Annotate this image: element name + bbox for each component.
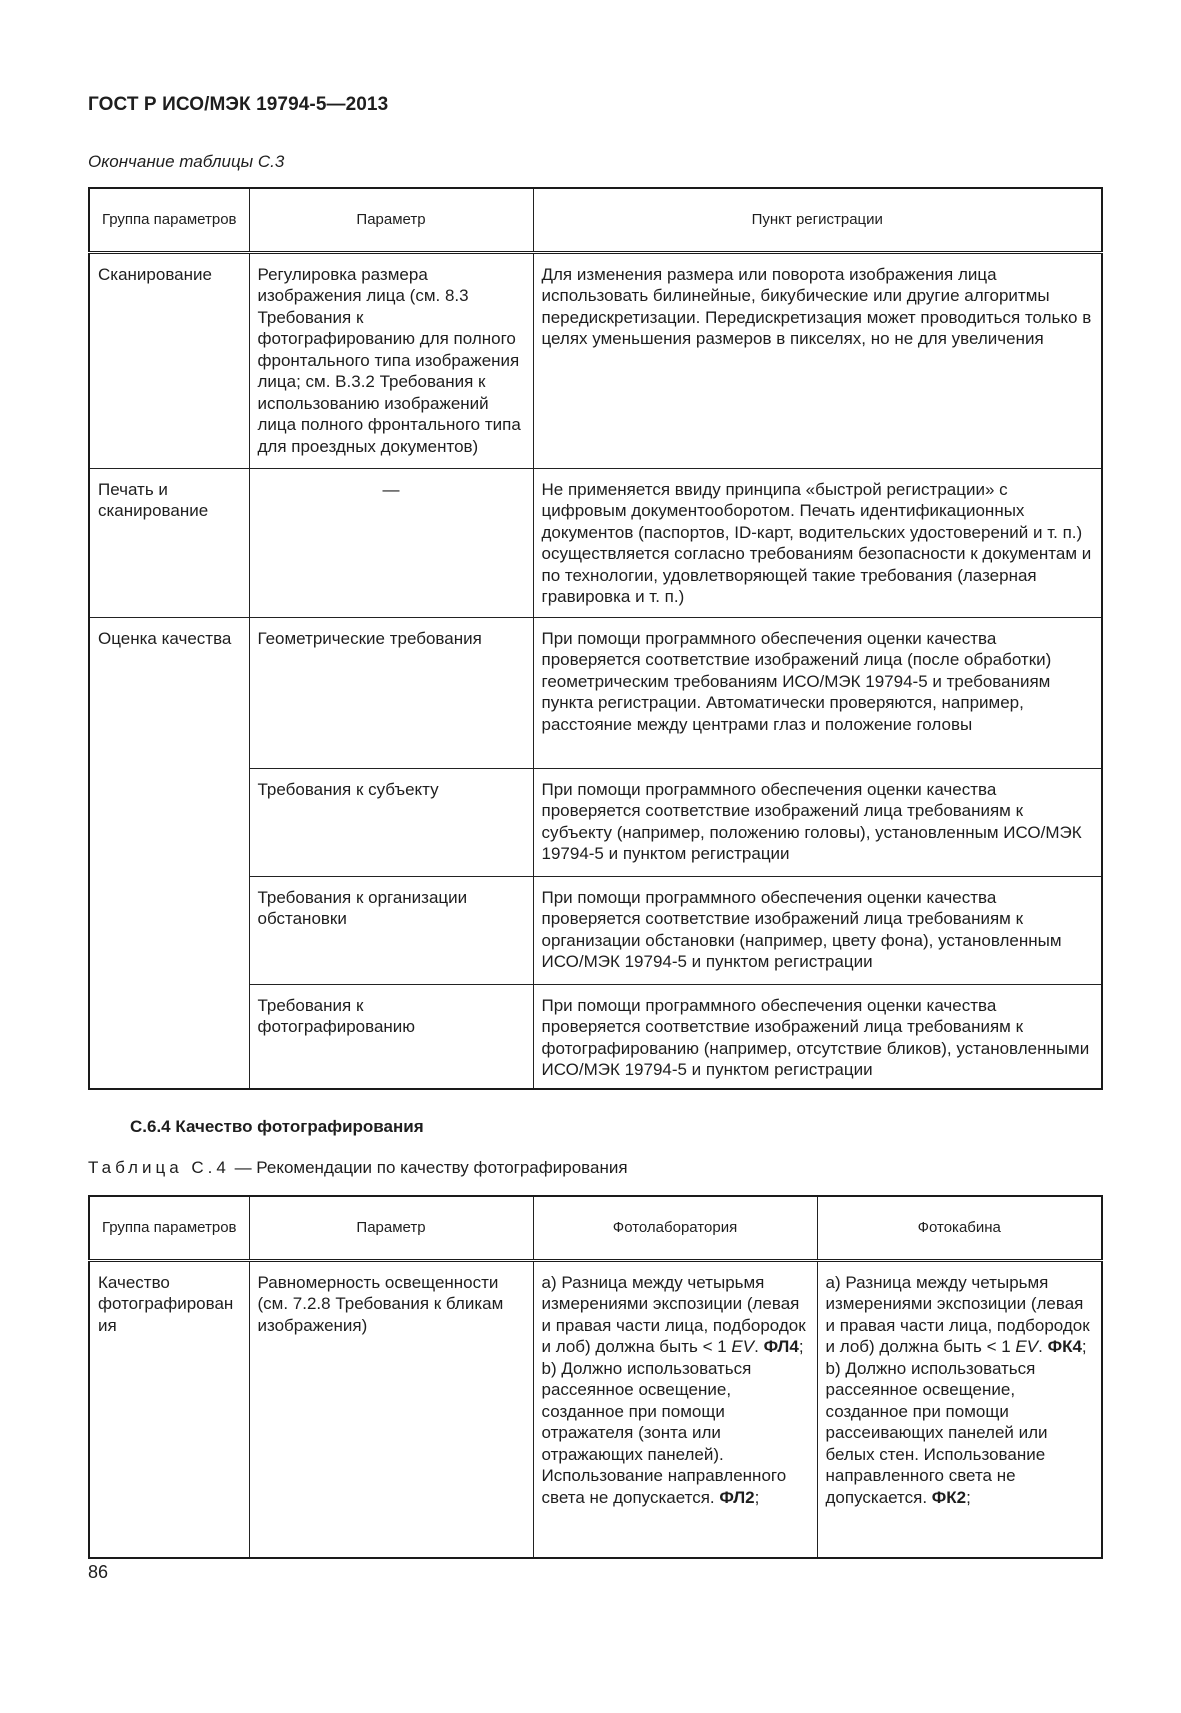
cell-param: Требования к фотографированию — [249, 984, 533, 1089]
section-heading: С.6.4 Качество фотографирования — [130, 1117, 424, 1136]
cell-param: Требования к организации обстановки — [249, 876, 533, 984]
table-c3 — [88, 187, 1103, 1090]
cell-point: Для изменения размера или поворота изображения лица использовать билинейные, бикубические или другие алгоритмы передискретизации. Передискретизация может проводиться только в целях уменьшения размеров в пикселях, но не для увеличения — [533, 252, 1102, 468]
cell-group: Сканирование — [89, 252, 249, 468]
cell-point: При помощи программного обеспечения оценки качества проверяется соответствие изображений лица требованиям к фотографированию (например, отсутствие бликов), установленными ИСО/МЭК 19794-5 и пунктом регистрации — [533, 984, 1102, 1089]
table-c4-caption — [88, 1158, 628, 1178]
cell-point: При помощи программного обеспечения оценки качества проверяется соответствие изображений лица требованиям к организации обстановки (например, цвету фона), установленным ИСО/МЭК 19794-5 и пунктом регистрации — [533, 876, 1102, 984]
cell-group: Качество фотографирования — [89, 1260, 249, 1558]
cell-group: Печать и сканирование — [89, 468, 249, 617]
lab-item-b: b) Должно использоваться рассеянное освещение, созданное при помощи отражателя (зонта или отражающих панелей). Использование направленного света не допускается. ФЛ2; — [541, 1358, 787, 1507]
table-c4-caption-label: Таблица С.4 — [88, 1158, 230, 1177]
booth-a-text: a) Разница между четырьмя измерениями экспозиции (левая и правая части лица, подбородок и лоб) должна быть < 1 — [825, 1272, 1090, 1356]
page-number: 86 — [88, 1562, 109, 1582]
cell-point: Не применяется ввиду принципа «быстрой регистрации» с цифровым документооборотом. Печать идентификационных документов (паспортов, ID-карт, водительских удостоверений и т. п.) осуществляется согласно требованиям безопасности к документам и по технологии, удовлетворяющей такие требования (лазерная гравировка и т. п.) — [533, 468, 1102, 617]
booth-b-code: ФК2 — [931, 1487, 967, 1507]
booth-a-code: ФК4 — [1047, 1337, 1082, 1356]
booth-a-unit: EV — [1015, 1337, 1039, 1356]
cell-param: Равномерность освещенности (см. 7.2.8 Требования к бликам изображения) — [249, 1260, 533, 1558]
lab-b-text: b) Должно использоваться рассеянное освещение, созданное при помощи отражателя (зонта или отражающих панелей). Использование направленного света не допускается. — [541, 1358, 787, 1507]
cell-param: — — [249, 468, 533, 617]
lab-a-code: ФЛ4 — [763, 1337, 799, 1356]
table-c3-caption: Окончание таблицы С.3 — [88, 152, 285, 171]
lab-a-unit: EV — [731, 1337, 755, 1356]
table-header-row — [89, 1196, 1102, 1260]
booth-item-a: a) Разница между четырьмя измерениями экспозиции (левая и правая части лица, подбородок и лоб) должна быть < 1 EV. ФК4; — [825, 1272, 1090, 1356]
lab-b-code: ФЛ2 — [719, 1487, 755, 1507]
document-title: ГОСТ Р ИСО/МЭК 19794-5—2013 — [88, 94, 389, 115]
table-row — [89, 252, 1102, 468]
header-point: Пункт регистрации — [533, 188, 1102, 252]
header-param: Параметр — [249, 1196, 533, 1260]
header-lab: Фотолаборатория — [533, 1196, 817, 1260]
lab-a-text: a) Разница между четырьмя измерениями экспозиции (левая и правая части лица, подбородок и лоб) должна быть < 1 — [541, 1272, 806, 1356]
cell-point: При помощи программного обеспечения оценки качества проверяется соответствие изображений лица требованиям к субъекту (например, положению головы), установленным ИСО/МЭК 19794-5 и пунктом регистрации — [533, 768, 1102, 876]
cell-booth — [817, 1260, 1102, 1558]
table-c4 — [88, 1195, 1103, 1559]
lab-item-a: a) Разница между четырьмя измерениями экспозиции (левая и правая части лица, подбородок и лоб) должна быть < 1 EV. ФЛ4; — [541, 1272, 806, 1356]
table-row — [89, 1260, 1102, 1558]
table-c4-caption-text: — Рекомендации по качеству фотографирования — [229, 1158, 628, 1177]
cell-group: Оценка качества — [89, 617, 249, 1089]
booth-item-b: b) Должно использоваться рассеянное освещение, созданное при помощи рассеивающих панелей или белых стен. Использование направленного света не допускается. ФК2; — [825, 1358, 1048, 1507]
cell-param: Геометрические требования — [249, 617, 533, 768]
cell-point: При помощи программного обеспечения оценки качества проверяется соответствие изображений лица (после обработки) геометрическим требованиям ИСО/МЭК 19794-5 и требованиям пункта регистрации. Автоматически проверяются, например, расстояние между центрами глаз и положение головы — [533, 617, 1102, 768]
header-group: Группа параметров — [89, 188, 249, 252]
cell-lab — [533, 1260, 817, 1558]
cell-param: Требования к субъекту — [249, 768, 533, 876]
table-row — [89, 468, 1102, 617]
header-group: Группа параметров — [89, 1196, 249, 1260]
cell-param: Регулировка размера изображения лица (см. 8.3 Требования к фотографированию для полного фронтального типа изображения лица; см. В.3.2 Требования к использованию изображений лица полного фронтального типа для проездных документов) — [249, 252, 533, 468]
booth-b-text: b) Должно использоваться рассеянное освещение, созданное при помощи рассеивающих панелей или белых стен. Использование направленного света не допускается. — [825, 1358, 1048, 1507]
header-param: Параметр — [249, 188, 533, 252]
table-header-row — [89, 188, 1102, 252]
table-row — [89, 617, 1102, 768]
header-booth: Фотокабина — [817, 1196, 1102, 1260]
